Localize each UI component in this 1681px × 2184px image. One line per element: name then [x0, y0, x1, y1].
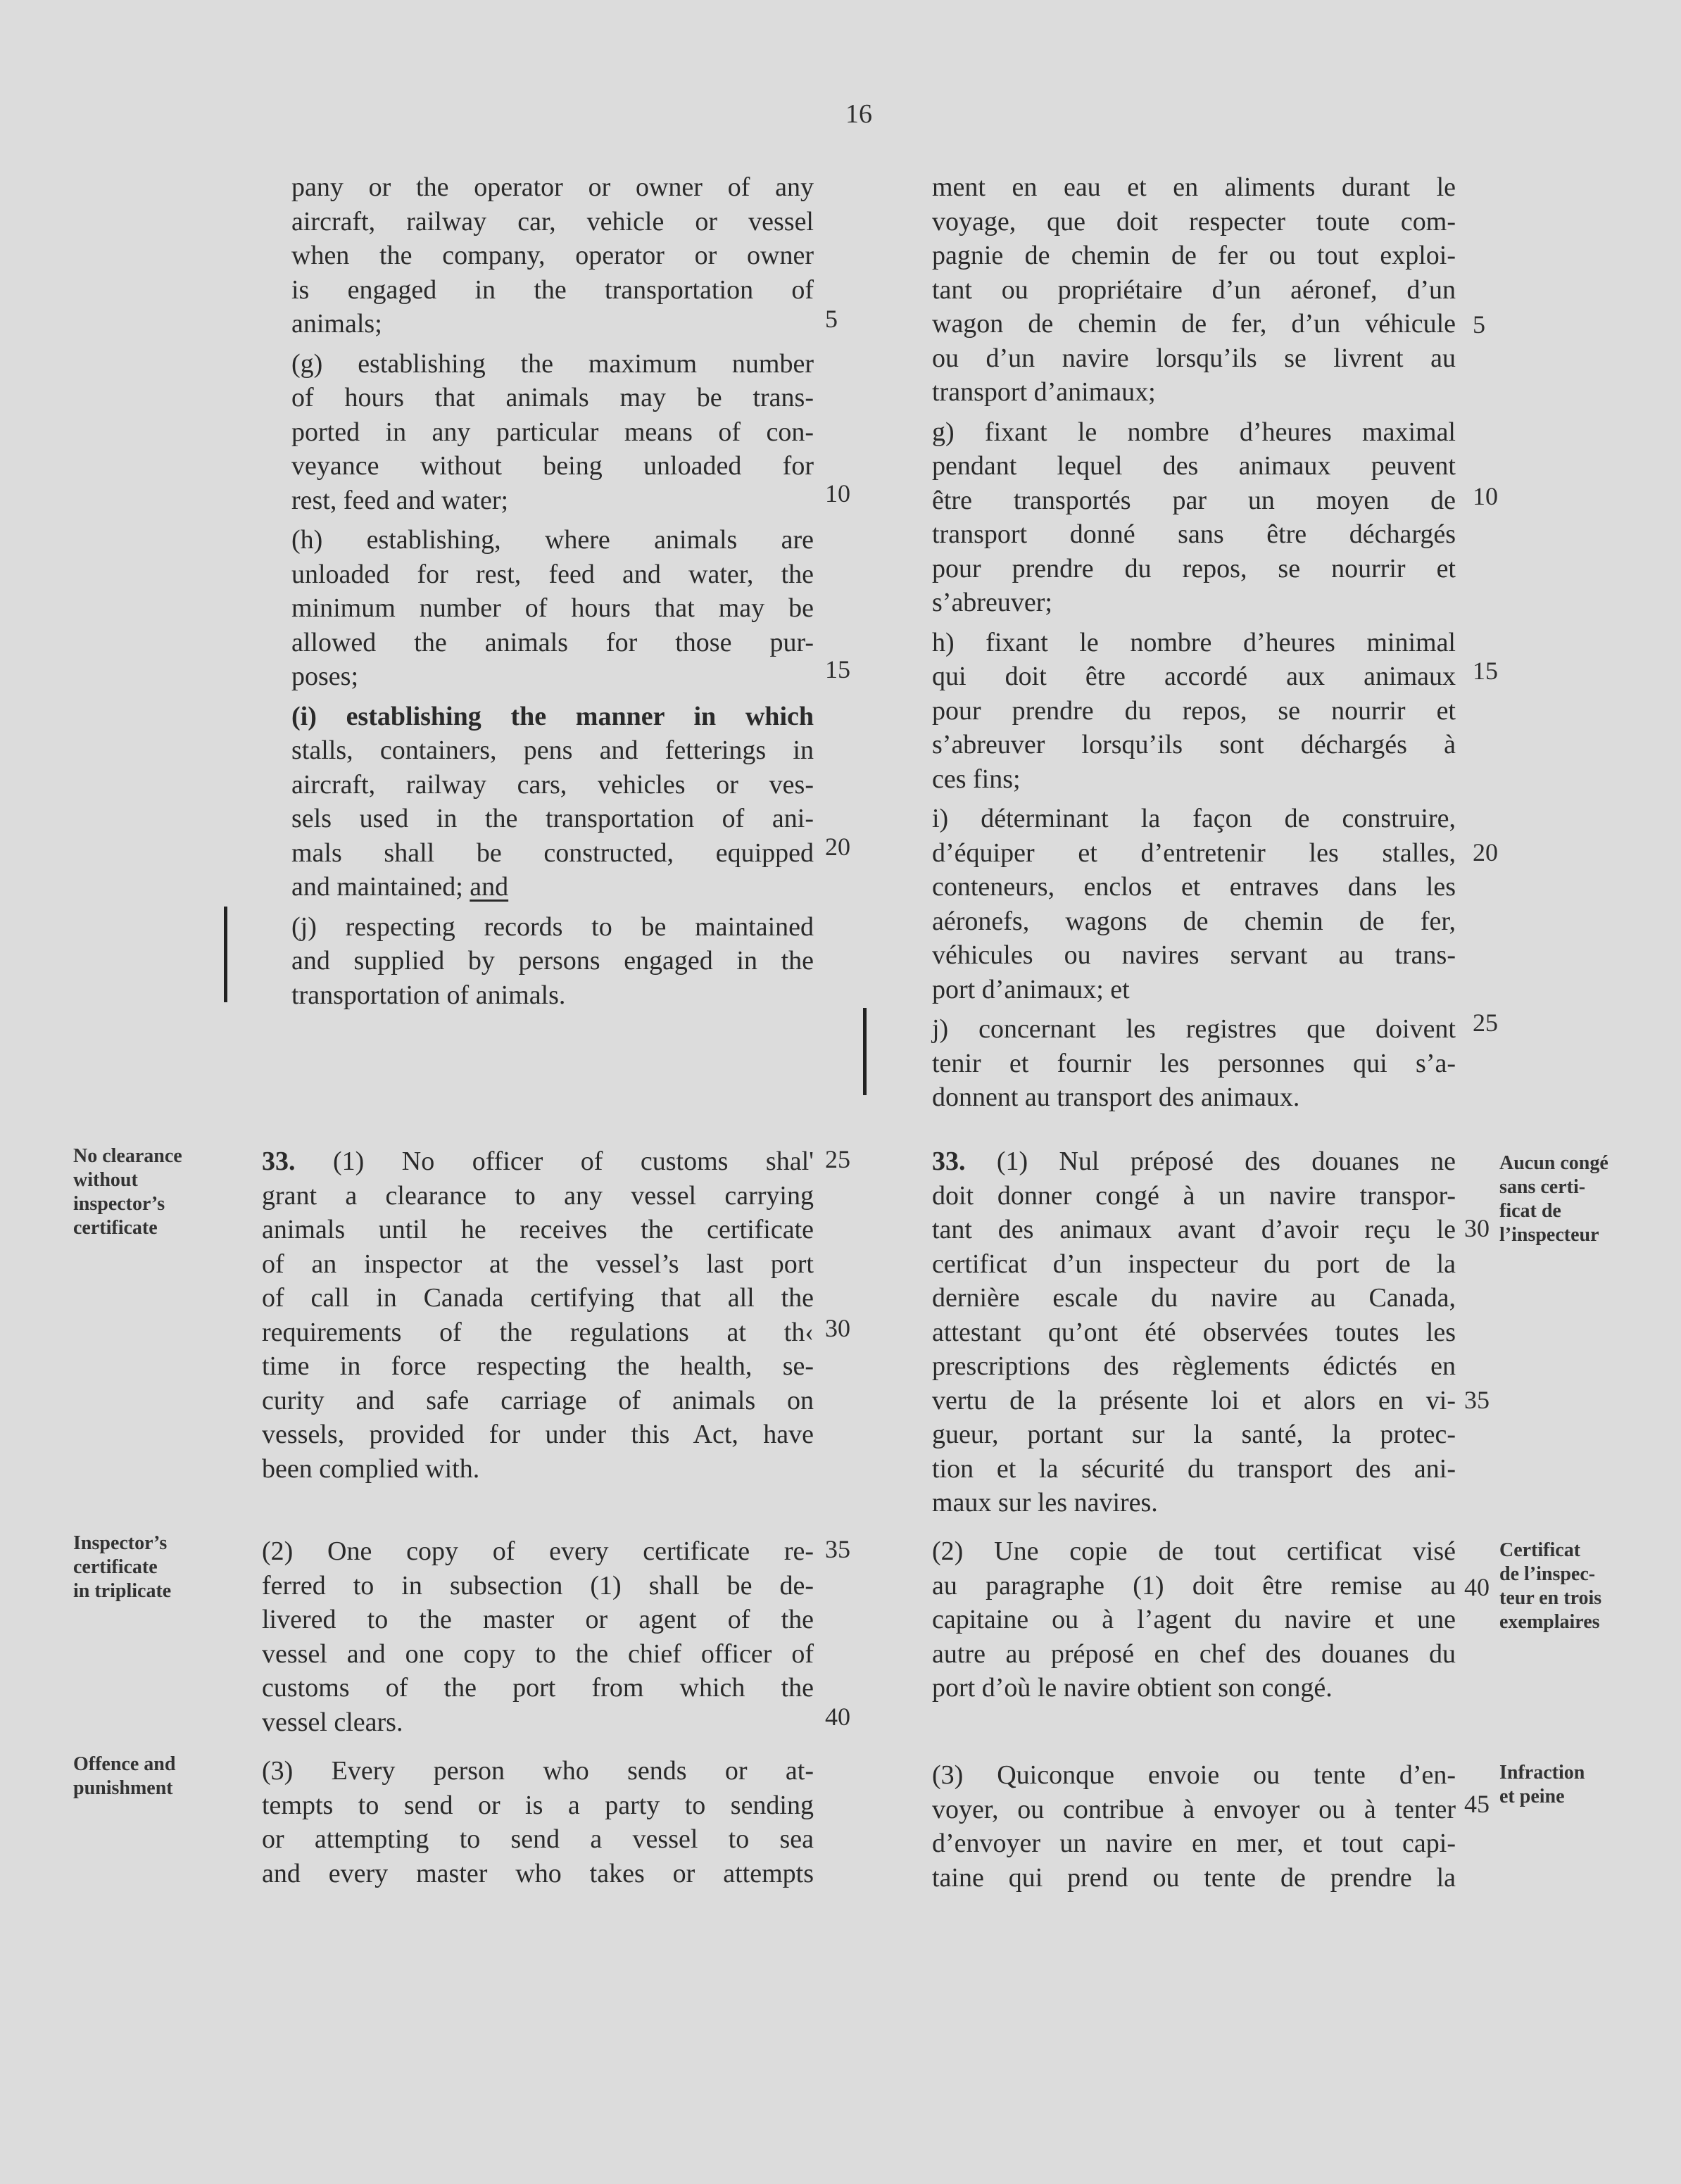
text-line: of call in Canada certifying that all the [262, 1283, 814, 1313]
text-line: time in force respecting the health, se- [262, 1351, 814, 1381]
margin-note-no-clearance [73, 1144, 221, 1240]
text-line: être transportés par un moyen de [932, 485, 1456, 515]
text-line: d’envoyer un navire en mer, et tout capi- [932, 1829, 1456, 1858]
text-line: tempts to send or is a party to sending [262, 1790, 814, 1820]
text-line: au paragraphe (1) doit être remise au [932, 1570, 1456, 1601]
text-line: ment en eau et en aliments durant le [932, 172, 1456, 202]
text-line: s’abreuver; [932, 588, 1052, 617]
margin-note-line: et peine [1499, 1786, 1565, 1807]
margin-note-offence [73, 1753, 221, 1800]
margin-note-line: without [73, 1169, 138, 1191]
text-line: is engaged in the transportation of [291, 274, 814, 305]
text-line: g) fixant le nombre d’heures maximal [932, 417, 1456, 447]
line-number: 40 [1464, 1573, 1490, 1601]
text-line: mals shall be constructed, equipped [291, 838, 814, 868]
text-line: ported in any particular means of con- [291, 417, 814, 447]
line-number: 20 [1473, 838, 1498, 866]
margin-note-line: de l’inspec- [1499, 1563, 1596, 1585]
text-line: sels used in the transportation of ani- [291, 804, 814, 833]
text-line: voyage, que doit respecter toute com- [932, 206, 1456, 236]
text-line: curity and safe carriage of animals on [262, 1385, 814, 1415]
line-number: 15 [825, 655, 850, 683]
text-line: transport donné sans être déchargés [932, 519, 1456, 549]
text-line: s’abreuver lorsqu’ils sont déchargés à [932, 730, 1456, 759]
text-span: (1) Nul préposé des douanes ne [996, 1147, 1456, 1176]
english-section-33-2 [262, 1534, 814, 1739]
section-number: 33. [932, 1147, 966, 1176]
text-line: capitaine ou à l’agent du navire et une [932, 1605, 1456, 1634]
text-line: doit donner congé à un navire transpor- [932, 1180, 1456, 1211]
text-line: (3) Quiconque envoie ou tente d’en- [932, 1760, 1456, 1790]
margin-note-line: teur en trois [1499, 1587, 1602, 1609]
text-line [291, 870, 814, 904]
text-line: certificat d’un inspecteur du port de la [932, 1249, 1456, 1279]
amendment-bar-english [224, 907, 227, 1002]
line-number: 30 [825, 1314, 850, 1342]
text-line: vertu de la présente loi et alors en vi- [932, 1385, 1456, 1415]
margin-note-line: l’inspecteur [1499, 1224, 1599, 1246]
text-line: animals; [291, 309, 382, 339]
text-line: dernière escale du navire au Canada, [932, 1283, 1456, 1313]
text-line: (3) Every person who sends or at- [262, 1756, 814, 1786]
margin-note-line: Offence and [73, 1753, 176, 1775]
text-line: of hours that animals may be trans- [291, 383, 814, 412]
text-line: autre au préposé en chef des douanes du [932, 1639, 1456, 1669]
amendment-bar-french [863, 1008, 867, 1095]
text-line: gueur, portant sur la santé, la protec- [932, 1420, 1456, 1449]
text-line: pendant lequel des animaux peuvent [932, 451, 1456, 481]
text-line: h) fixant le nombre d’heures minimal [932, 627, 1456, 657]
text-line [262, 1144, 814, 1179]
text-line: vessel and one copy to the chief officer of [262, 1639, 814, 1669]
text-line: d’équiper et d’entretenir les stalles, [932, 838, 1456, 868]
text-line: when the company, operator or owner [291, 241, 814, 270]
text-line: qui doit être accordé aux animaux [932, 662, 1456, 691]
margin-note-line: No clearance [73, 1145, 182, 1167]
text-line: vessel clears. [262, 1707, 403, 1737]
line-number: 15 [1473, 657, 1498, 685]
text-line: livered to the master or agent of the [262, 1605, 814, 1634]
text-line: transportation of animals. [291, 980, 566, 1010]
text-line: customs of the port from which the [262, 1673, 814, 1703]
text-line: donnent au transport des animaux. [932, 1082, 1300, 1112]
amended-word: and [470, 872, 509, 902]
text-line: véhicules ou navires servant au trans- [932, 940, 1456, 970]
line-number: 35 [825, 1535, 850, 1563]
text-line: j) concernant les registres que doivent [932, 1014, 1456, 1044]
english-section-33 [262, 1144, 814, 1486]
text-line: tion et la sécurité du transport des ani- [932, 1453, 1456, 1484]
margin-note-line: Inspector’s [73, 1532, 168, 1554]
text-line: (h) establishing, where animals are [291, 525, 814, 555]
french-provisions-top [932, 170, 1456, 1115]
text-line: tant ou propriétaire d’un aéronef, d’un [932, 274, 1456, 305]
text-line: ces fins; [932, 764, 1021, 794]
margin-note-inspector-certificate [73, 1532, 221, 1603]
margin-note-line: punishment [73, 1777, 173, 1799]
text-line: conteneurs, enclos et entraves dans les [932, 872, 1456, 902]
text-line: taine qui prend ou tente de prendre la [932, 1862, 1456, 1893]
page-number: 16 [845, 99, 872, 129]
text-line: minimum number of hours that may be [291, 593, 814, 623]
margin-note-line: in triplicate [73, 1580, 172, 1602]
text-line: (2) One copy of every certificate re- [262, 1536, 814, 1566]
text-line: attestant qu’ont été observées toutes les [932, 1317, 1456, 1347]
margin-note-line: certificate [73, 1217, 158, 1239]
text-line: pagnie de chemin de fer ou tout exploi- [932, 241, 1456, 270]
line-number: 30 [1464, 1214, 1490, 1242]
text-line: port d’où le navire obtient son congé. [932, 1673, 1333, 1703]
line-number: 10 [1473, 482, 1498, 510]
margin-note-infraction [1499, 1761, 1647, 1809]
text-line: maux sur les navires. [932, 1488, 1158, 1517]
text-line: voyer, ou contribue à envoyer ou à tenter [932, 1794, 1456, 1824]
margin-note-line: Certificat [1499, 1539, 1581, 1561]
text-line: transport d’animaux; [932, 377, 1156, 407]
margin-note-line: ficat de [1499, 1200, 1561, 1222]
line-number: 5 [1473, 310, 1485, 339]
margin-note-line: inspector’s [73, 1193, 165, 1215]
text-line: prescriptions des règlements édictés en [932, 1351, 1456, 1381]
french-section-33-2 [932, 1534, 1456, 1705]
margin-note-line: certificate [73, 1556, 158, 1578]
text-line: and every master who takes or attempts [262, 1858, 814, 1888]
text-line: stalls, containers, pens and fetterings in [291, 736, 814, 765]
text-line: aircraft, railway car, vehicle or vessel [291, 206, 814, 236]
text-line: animals until he receives the certificate [262, 1215, 814, 1244]
text-line: of an inspector at the vessel’s last port [262, 1249, 814, 1279]
french-section-33-3 [932, 1758, 1456, 1895]
text-line: and supplied by persons engaged in the [291, 946, 814, 976]
text-line: vessels, provided for under this Act, have [262, 1420, 814, 1449]
line-number: 20 [825, 833, 850, 861]
text-line: port d’animaux; et [932, 974, 1130, 1004]
text-span: and maintained; [291, 872, 470, 902]
margin-note-certificat [1499, 1539, 1647, 1634]
english-section-33-3 [262, 1754, 814, 1891]
text-line: been complied with. [262, 1453, 480, 1484]
text-line: wagon de chemin de fer, d’un véhicule [932, 309, 1456, 339]
text-line: tenir et fournir les personnes qui s’a- [932, 1048, 1456, 1078]
text-line: aircraft, railway cars, vehicles or ves- [291, 769, 814, 800]
text-line: tant des animaux avant d’avoir reçu le [932, 1215, 1456, 1244]
text-line [932, 1144, 1456, 1179]
text-line: (j) respecting records to be maintained [291, 911, 814, 942]
english-provisions-top [291, 170, 814, 1012]
text-line: requirements of the regulations at th‹ [262, 1317, 814, 1347]
margin-note-line: sans certi- [1499, 1176, 1586, 1198]
text-line: (i) establishing the manner in which [291, 701, 814, 731]
text-line: pour prendre du repos, se nourrir et [932, 695, 1456, 726]
text-line: grant a clearance to any vessel carrying [262, 1180, 814, 1211]
text-line: i) déterminant la façon de construire, [932, 804, 1456, 833]
text-line: pour prendre du repos, se nourrir et [932, 553, 1456, 583]
line-number: 45 [1464, 1790, 1490, 1818]
text-line: or attempting to send a vessel to sea [262, 1824, 814, 1854]
text-span: (1) No officer of customs shal' [332, 1147, 814, 1176]
text-line: ferred to in subsection (1) shall be de- [262, 1570, 814, 1601]
text-line: veyance without being unloaded for [291, 451, 814, 481]
section-number: 33. [262, 1147, 296, 1176]
text-line: aéronefs, wagons de chemin de fer, [932, 906, 1456, 936]
margin-note-aucun-conge [1499, 1151, 1647, 1247]
line-number: 10 [825, 479, 850, 507]
line-number: 25 [825, 1145, 850, 1173]
text-line: pany or the operator or owner of any [291, 172, 814, 202]
text-line: (2) Une copie de tout certificat visé [932, 1536, 1456, 1566]
text-line: ou d’un navire lorsqu’ils se livrent au [932, 343, 1456, 373]
text-line: unloaded for rest, feed and water, the [291, 559, 814, 589]
french-section-33 [932, 1144, 1456, 1520]
line-number: 25 [1473, 1009, 1498, 1037]
line-number: 40 [825, 1703, 850, 1731]
margin-note-line: Aucun congé [1499, 1152, 1608, 1174]
text-line: (g) establishing the maximum number [291, 348, 814, 379]
text-line: rest, feed and water; [291, 485, 509, 515]
margin-note-line: exemplaires [1499, 1611, 1600, 1633]
text-line: poses; [291, 662, 358, 691]
margin-note-line: Infraction [1499, 1762, 1585, 1784]
text-line: allowed the animals for those pur- [291, 627, 814, 657]
line-number: 5 [825, 305, 838, 333]
line-number: 35 [1464, 1386, 1490, 1414]
